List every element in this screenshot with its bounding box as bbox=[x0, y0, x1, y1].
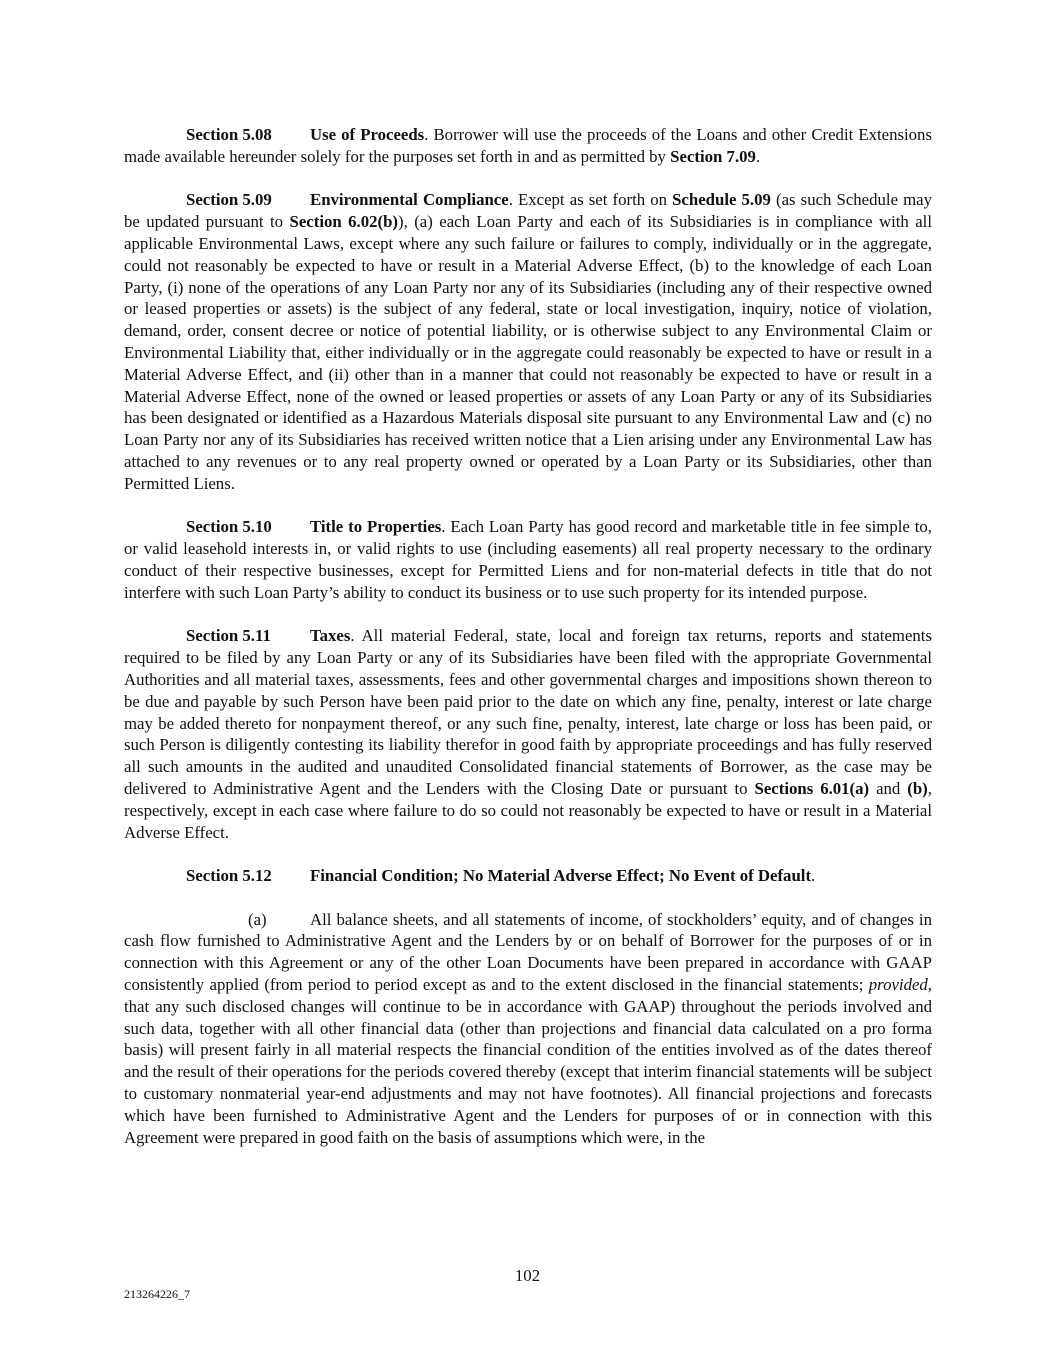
section-5-08 bbox=[124, 124, 932, 168]
section-title: Taxes bbox=[310, 626, 351, 646]
subsection-a bbox=[124, 909, 932, 1149]
section-text: , respectively, except in each case where failure to do so could not reasonably be expected to have or result in a Material Adverse Effect. bbox=[124, 778, 932, 842]
page-number: 102 bbox=[514, 1266, 541, 1285]
document-id: 213264226_7 bbox=[124, 1287, 190, 1301]
section-text: and bbox=[869, 778, 908, 798]
section-text: . bbox=[755, 146, 761, 166]
section-text: (as such Schedule may be updated pursuant to bbox=[124, 190, 933, 232]
section-text: . All material Federal, state, local and foreign tax returns, reports and statements required to be filed by any Loan Party or any of its Subsidiaries have been filed with the appropriate Governmental Authorities and all material taxes, assessments, fees and other governmental charges and impositions shown thereon to be due and payable by such Person have been paid prior to the date on which any fine, penalty, interest or late charge may be added thereto for nonpayment thereof, or any such fine, penalty, interest, late charge or loss has been paid, or such Person is diligently contesting its liability therefor in good faith by appropriate proceedings and has fully reserved all such amounts in the audited and unaudited Consolidated financial statements of Borrower, as the case may be delivered to Administrative Agent and the Lenders with the Closing Date or pursuant to bbox=[124, 626, 932, 798]
section-number: Section 5.09 bbox=[186, 190, 272, 210]
section-number: Section 5.12 bbox=[186, 866, 272, 886]
subsection-text: All balance sheets, and all statements of income, of stockholders’ equity, and of changes in cash flow furnished to Administrative Agent and the Lenders by or on behalf of Borrower for the purposes of or in connection with this Agreement or any of the other Loan Documents have been prepared in accordance with GAAP consistently applied (from period to period except as and to the extent disclosed in the financial statements; bbox=[124, 909, 932, 995]
subsection-italic-term: provided bbox=[868, 975, 928, 995]
section-text: . Each Loan Party has good record and marketable title in fee simple to, or valid leasehold interests in, or valid rights to use (including easements) all real property necessary to the ordinary conduct of their respective businesses, except for Permitted Liens and for non-material defects in title that do not interfere with such Loan Party’s ability to conduct its business or to use such property for its intended purpose. bbox=[124, 517, 932, 602]
subsection-label: (a) bbox=[248, 909, 267, 929]
section-text: ), (a) each Loan Party and each of its Subsidiaries is in compliance with all applicable Environmental Laws, except where any such failure or failures to comply, individually or in the aggregate, could not reasonably be expected to have or result in a Material Adverse Effect, (b) to the knowledge of each Loan Party, (i) none of the operations of any Loan Party nor any of its Subsidiaries (including any of their respective owned or leased properties or assets) is the subject of any federal, state or local investigation, inquiry, notice of violation, demand, order, consent decree or notice of potential liability, or is otherwise subject to any Environmental Claim or Environmental Liability that, either individually or in the aggregate could reasonably be expected to have or result in a Material Adverse Effect, and (ii) other than in a manner that could not reasonably be expected to have or result in a Material Adverse Effect, none of the owned or leased properties or assets of any Loan Party or any of its Subsidiaries has been designated or identified as a Hazardous Materials disposal site pursuant to any Environmental Law and (c) no Loan Party nor any of its Subsidiaries has received written notice that a Lien arising under any Environmental Law has attached to any revenues or to any real property owned or operated by a Loan Party or its Subsidiaries, other than Permitted Liens. bbox=[124, 212, 932, 493]
section-text: . bbox=[811, 866, 816, 886]
section-5-10 bbox=[124, 516, 932, 603]
subsection-text: , that any such disclosed changes will continue to be in accordance with GAAP) throughout the periods involved and such data, together with all other financial data (other than projections and financial data calculated on a pro forma basis) will present fairly in all material respects the financial condition of the entities involved as of the dates thereof and the result of their operations for the periods covered thereby (except that interim financial statements will be subject to customary nonmaterial year-end adjustments and may not have footnotes). All financial projections and forecasts which have been furnished to Administrative Agent and the Lenders for purposes of or in connection with this Agreement were prepared in good faith on the basis of assumptions which were, in the bbox=[124, 975, 932, 1147]
section-number: Section 5.10 bbox=[186, 517, 272, 537]
section-number: Section 5.08 bbox=[186, 125, 272, 144]
section-text: . Except as set forth on bbox=[508, 190, 673, 210]
document-page bbox=[124, 124, 932, 1170]
section-reference: Sections 6.01(a) bbox=[754, 778, 870, 798]
section-5-11 bbox=[124, 625, 932, 843]
section-5-09 bbox=[124, 189, 932, 494]
section-title: Use of Proceeds bbox=[310, 125, 425, 144]
schedule-reference: Schedule 5.09 bbox=[672, 190, 771, 210]
section-reference: (b) bbox=[907, 778, 928, 798]
section-title: Financial Condition; No Material Adverse Effect; No Event of Default bbox=[310, 866, 812, 886]
section-reference: Section 6.02(b) bbox=[289, 212, 399, 232]
section-reference: Section 7.09 bbox=[670, 146, 756, 166]
section-text: . Borrower will use the proceeds of the Loans and other Credit Extensions made available hereunder solely for the purposes set forth in and as permitted by bbox=[124, 125, 932, 166]
section-number: Section 5.11 bbox=[186, 626, 271, 646]
section-5-12 bbox=[124, 865, 932, 887]
section-title: Title to Properties bbox=[310, 517, 442, 537]
section-title: Environmental Compliance bbox=[310, 190, 509, 210]
